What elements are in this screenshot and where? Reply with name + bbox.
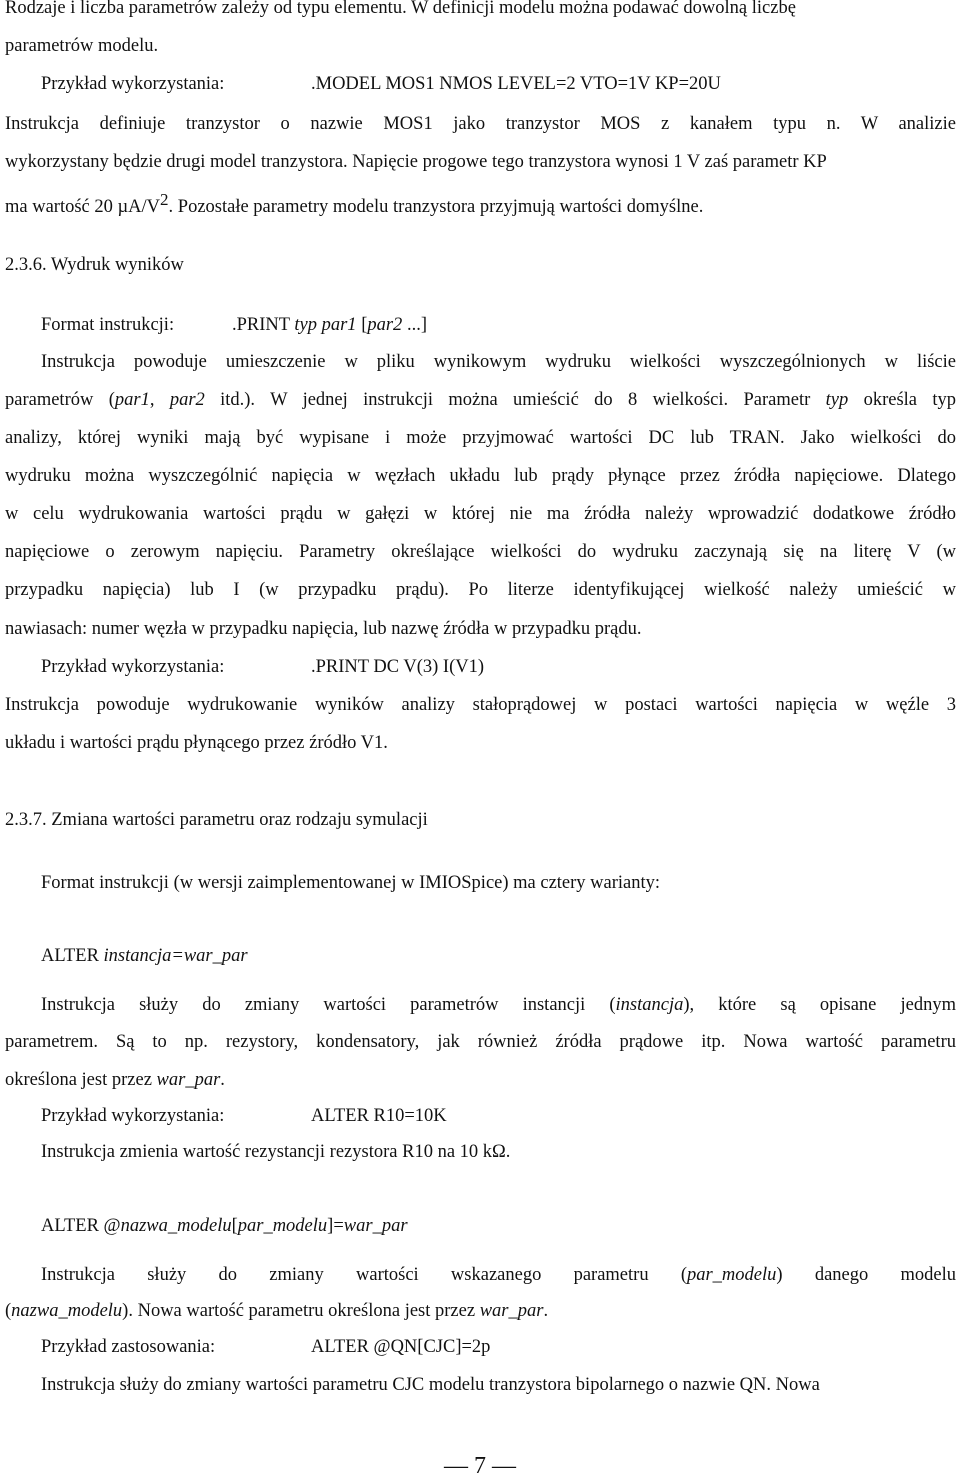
text-span: układu i wartości prądu płynącego przez źródło V1.: [5, 733, 388, 753]
text-span: Format instrukcji (w wersji zaimplementowanej w IMIOSpice) ma cztery warianty:: [41, 873, 661, 893]
example-line: [0, 72, 960, 96]
italic-span: par_modelu: [686, 1265, 777, 1285]
italic-span: war_par: [343, 1216, 408, 1236]
italic-span: par2: [169, 390, 205, 410]
example-code: .MODEL MOS1 NMOS LEVEL=2 VTO=1V KP=20U: [311, 74, 721, 94]
text-line: [0, 1140, 960, 1164]
example-code: ALTER R10=10K: [311, 1106, 447, 1126]
text-line: [0, 871, 960, 895]
italic-span: instancja: [615, 995, 684, 1015]
italic-span: par2: [367, 315, 403, 335]
text-span: (: [5, 1301, 12, 1321]
text-line: [0, 578, 960, 602]
example-line: [0, 1335, 960, 1359]
format-line: [0, 313, 960, 337]
text-span: .: [543, 1301, 549, 1321]
text-line: [0, 426, 960, 450]
italic-span: par_modelu: [237, 1216, 328, 1236]
text-span: . Pozostałe parametry modelu tranzystora przyjmują wartości domyślne.: [168, 197, 704, 218]
text-span: .: [220, 1070, 225, 1090]
italic-span: par1: [114, 390, 150, 410]
text-line: [0, 1068, 960, 1092]
example-label: Przykład wykorzystania:: [41, 1106, 225, 1126]
example-line: [0, 1104, 960, 1128]
text-span: ) danego modelu: [776, 1265, 956, 1285]
text-span: parametrów (: [5, 390, 115, 410]
text-span: Instrukcja służy do zmiany wartości parametrów instancji (: [41, 995, 616, 1015]
text-line: [0, 731, 960, 755]
text-span: Instrukcja służy do zmiany wartości wskazanego parametru (: [41, 1265, 687, 1285]
example-code: .PRINT DC V(3) I(V1): [311, 657, 485, 677]
example-label: Przykład wykorzystania:: [41, 657, 225, 677]
heading-text: 2.3.6. Wydruk wyników: [5, 255, 184, 275]
text-line: [0, 1030, 960, 1054]
example-label: Przykład zastosowania:: [41, 1337, 216, 1357]
example-line: [0, 655, 960, 679]
text-span: itd.). W jednej instrukcji można umieścić do 8 wielkości. Parametr: [204, 390, 826, 410]
superscript: 2: [160, 190, 169, 209]
text-span: ...]: [402, 315, 427, 335]
alter-variant: [0, 1214, 960, 1238]
text-span: wydruku można wyszczególnić napięcia w węzłach układu lub prądy płynące przez źródła napięciowe. Dlatego: [5, 466, 956, 486]
text-line: [0, 112, 960, 136]
text-span: wykorzystany będzie drugi model tranzystora. Napięcie progowe tego tranzystora wynosi 1 V zaś parametr KP: [5, 152, 827, 172]
text-span: Instrukcja powoduje umieszczenie w pliku wynikowym wydruku wielkości wyszczególnionych w liście: [41, 352, 956, 372]
text-span: ]=: [327, 1216, 344, 1236]
text-span: ,: [149, 390, 170, 410]
italic-span: instancja=war_par: [103, 946, 248, 966]
text-span: w celu wydrukowania wartości prądu w gałęzi w której nie ma źródła należy wprowadzić dodatkowe źródło: [5, 504, 956, 524]
text-line: [0, 0, 960, 20]
text-span: [: [356, 315, 368, 335]
text-span: analizy, której wyniki mają być wypisane i może przyjmować wartości DC lub TRAN. Jako wielkości do: [5, 428, 956, 448]
text-span: ALTER: [41, 946, 104, 966]
text-span: Instrukcja definiuje tranzystor o nazwie MOS1 jako tranzystor MOS z kanałem typu n. W analizie: [5, 114, 956, 134]
text-line: [0, 993, 960, 1017]
text-line: [0, 1373, 960, 1397]
page-number: — 7 —: [444, 1453, 516, 1479]
alter-variant: [0, 944, 960, 968]
example-label: Przykład wykorzystania:: [41, 74, 225, 94]
text-span: przypadku napięcia) lub I (w przypadku prądu). Po literze identyfikującej wielkość należy umieścić w: [5, 580, 956, 600]
text-span: Instrukcja powoduje wydrukowanie wyników analizy stałoprądowej w postaci wartości napięcia w węźle 3: [5, 695, 956, 715]
text-span: [: [231, 1216, 238, 1236]
italic-span: war_par: [156, 1070, 221, 1090]
text-span: parametrem. Są to np. rezystory, kondensatory, jak również źródła prądowe itp. Nowa wartość parametru: [5, 1032, 956, 1052]
text-span: Instrukcja służy do zmiany wartości parametru CJC modelu tranzystora bipolarnego o nazwie QN. Nowa: [41, 1375, 820, 1395]
section-heading: [0, 253, 960, 277]
format-label: Format instrukcji:: [41, 315, 175, 335]
text-line: [0, 388, 960, 412]
heading-text: 2.3.7. Zmiana wartości parametru oraz rodzaju symulacji: [5, 810, 428, 830]
italic-span: nazwa_modelu: [11, 1301, 123, 1321]
text-span: .PRINT: [232, 315, 295, 335]
italic-span: nazwa_modelu: [120, 1216, 232, 1236]
text-span: nawiasach: numer węzła w przypadku napięcia, lub nazwę źródła w przypadku prądu.: [5, 619, 642, 639]
text-span: ALTER @: [41, 1216, 121, 1236]
text-span: parametrów modelu.: [5, 36, 159, 56]
text-span: Instrukcja zmienia wartość rezystancji rezystora R10 na 10 kΩ.: [41, 1142, 511, 1162]
text-line: [0, 34, 960, 58]
example-code: ALTER @QN[CJC]=2p: [311, 1337, 491, 1357]
text-line: [0, 188, 960, 219]
text-span: Rodzaje i liczba parametrów zależy od typu elementu. W definicji modelu można podawać dowolną liczbę: [5, 0, 796, 18]
italic-span: typ: [825, 390, 849, 410]
section-heading: [0, 808, 960, 832]
italic-span: typ par1: [294, 315, 357, 335]
text-line: [0, 693, 960, 717]
text-line: [0, 617, 960, 641]
text-line: [0, 350, 960, 374]
text-line: [0, 502, 960, 526]
text-span: ma wartość 20 µA/V: [5, 197, 161, 218]
text-span: ). Nowa wartość parametru określona jest przez: [122, 1301, 480, 1321]
text-span: określa typ: [848, 390, 957, 410]
text-line: [0, 150, 960, 174]
text-span: ), które są opisane jednym: [683, 995, 956, 1015]
text-line: [0, 464, 960, 488]
text-span: napięciowe o zerowym napięciu. Parametry określające wielkości do wydruku zaczynają się na literę V (w: [5, 542, 956, 562]
text-line: [0, 1299, 960, 1323]
text-line: [0, 540, 960, 564]
text-span: określona jest przez: [5, 1070, 157, 1090]
text-line: [0, 1263, 960, 1287]
italic-span: war_par: [479, 1301, 544, 1321]
